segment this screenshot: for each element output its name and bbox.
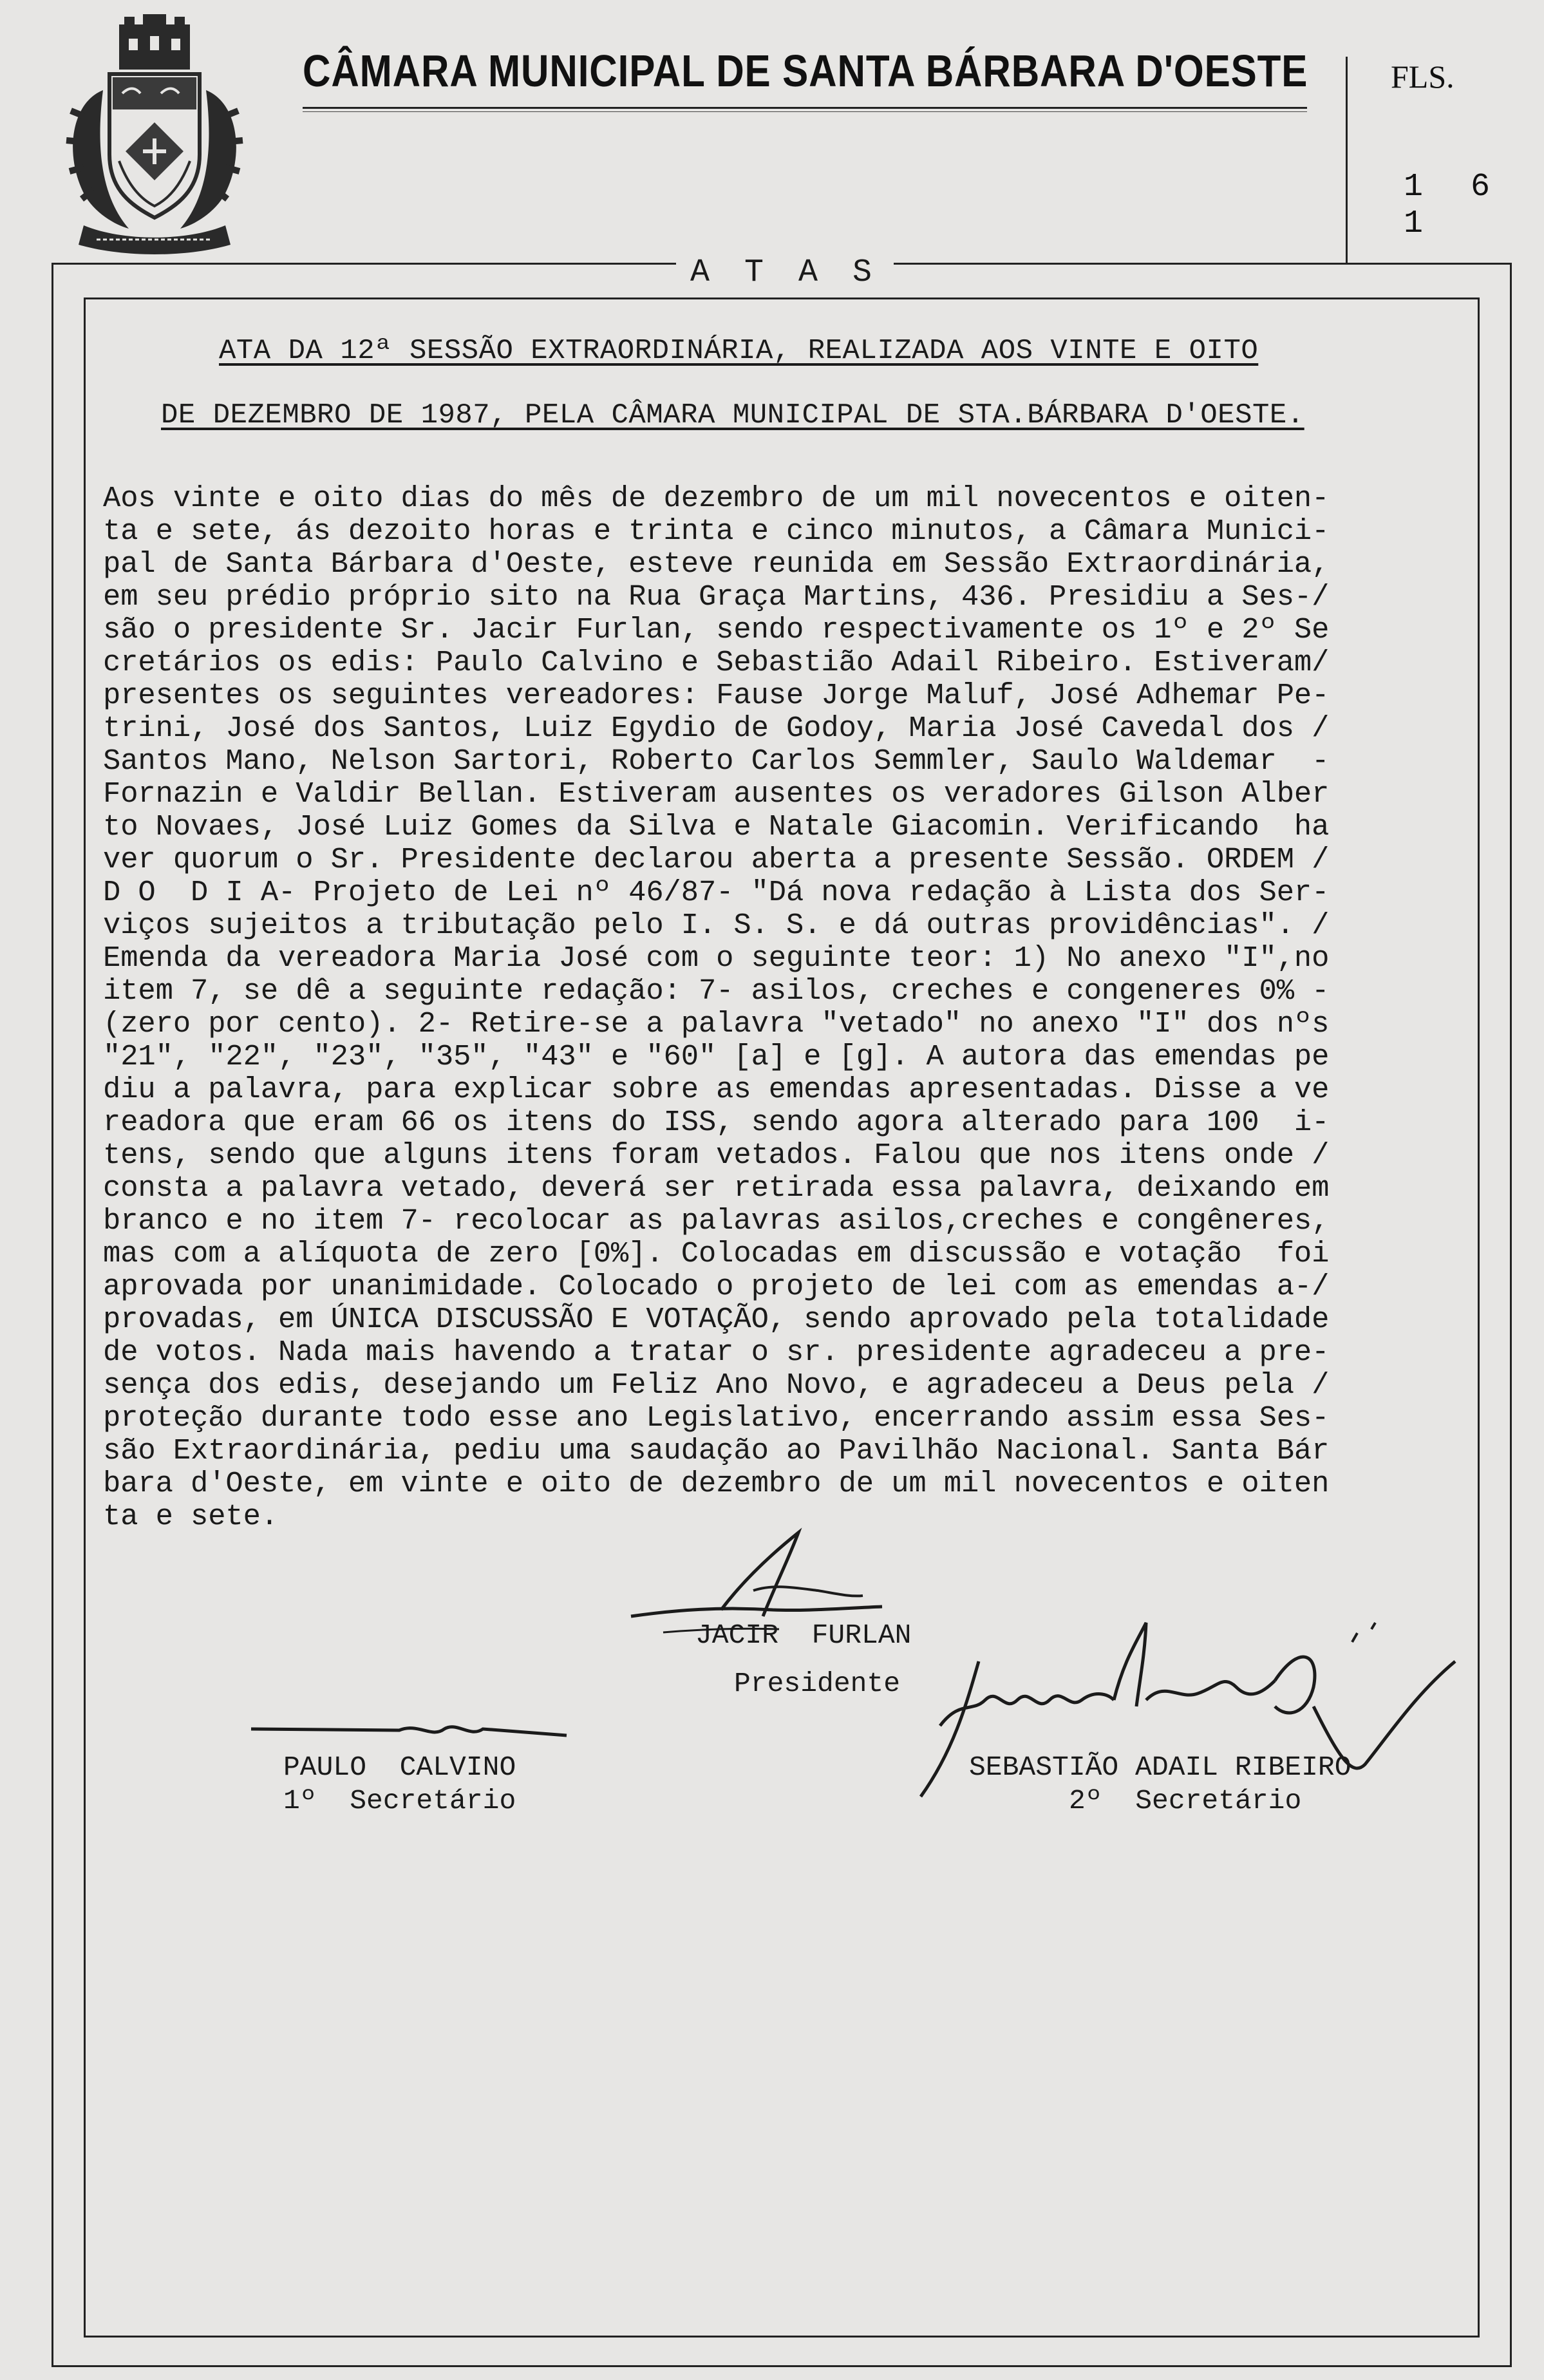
body-line: bara d'Oeste, em vinte e oito de dezembro de um mil novecentos e oiten (103, 1467, 1330, 1500)
header-rule-thin (303, 111, 1307, 112)
body-line: sença dos edis, desejando um Feliz Ano Novo, e agradeceu a Deus pela / (103, 1368, 1330, 1402)
body-line: "21", "22", "23", "35", "43" e "60" [a] e [g]. A autora das emendas pe (103, 1040, 1330, 1073)
president-role: Presidente (734, 1668, 901, 1699)
second-secretary-role: 2º Secretário (1069, 1785, 1302, 1817)
body-line: D O D I A- Projeto de Lei nº 46/87- "Dá nova redação à Lista dos Ser- (103, 876, 1330, 909)
header-rule (303, 107, 1307, 109)
second-secretary-name: SEBASTIÃO ADAIL RIBEIRO (969, 1752, 1351, 1783)
body-line: de votos. Nada mais havendo a tratar o sr. presidente agradeceu a pre- (103, 1336, 1330, 1369)
body-line: em seu prédio próprio sito na Rua Graça Martins, 436. Presidiu a Ses-/ (103, 580, 1330, 614)
body-line: presentes os seguintes vereadores: Fause Jorge Maluf, José Adhemar Pe- (103, 679, 1330, 712)
fls-label: FLS. (1391, 59, 1455, 95)
body-line: to Novaes, José Luiz Gomes da Silva e Natale Giacomin. Verificando ha (103, 810, 1330, 844)
body-line: ta e sete. (103, 1500, 279, 1533)
section-label: A T A S (676, 254, 894, 291)
fls-divider (1346, 57, 1348, 264)
body-line: mas com a alíquota de zero [0%]. Colocadas em discussão e votação foi (103, 1237, 1330, 1270)
body-line: proteção durante todo esse ano Legislativo, encerrando assim essa Ses- (103, 1401, 1330, 1435)
body-line: branco e no item 7- recolocar as palavras asilos,creches e congêneres, (103, 1204, 1330, 1238)
body-line: ta e sete, ás dezoito horas e trinta e cinco minutos, a Câmara Munici- (103, 515, 1330, 548)
body-line: pal de Santa Bárbara d'Oeste, esteve reunida em Sessão Extraordinária, (103, 547, 1330, 581)
president-name: JACIR FURLAN (695, 1620, 912, 1651)
body-line: item 7, se dê a seguinte redação: 7- asilos, creches e congeneres 0% - (103, 974, 1330, 1008)
body-line: aprovada por unanimidade. Colocado o projeto de lei com as emendas a-/ (103, 1270, 1330, 1303)
body-line: são o presidente Sr. Jacir Furlan, sendo respectivamente os 1º e 2º Se (103, 613, 1330, 647)
body-line: trini, José dos Santos, Luiz Egydio de Godoy, Maria José Cavedal dos / (103, 712, 1330, 745)
body-line: Emenda da vereadora Maria José com o seguinte teor: 1) No anexo "I",no (103, 941, 1330, 975)
body-line: provadas, em ÚNICA DISCUSSÃO E VOTAÇÃO, sendo aprovado pela totalidade (103, 1303, 1330, 1336)
body-line: viços sujeitos a tributação pelo I. S. S. e dá outras providências". / (103, 909, 1330, 942)
minutes-heading-line-2: DE DEZEMBRO DE 1987, PELA CÂMARA MUNICIPAL DE STA.BÁRBARA D'OESTE. (161, 399, 1304, 431)
municipal-crest-icon (58, 13, 251, 258)
body-line: são Extraordinária, pediu uma saudação ao Pavilhão Nacional. Santa Bár (103, 1434, 1330, 1468)
body-line: consta a palavra vetado, deverá ser retirada essa palavra, deixando em (103, 1171, 1330, 1205)
first-secretary-name: PAULO CALVINO (283, 1752, 516, 1783)
body-line: ver quorum o Sr. Presidente declarou aberta a presente Sessão. ORDEM / (103, 843, 1330, 876)
section-label-underline (707, 298, 867, 299)
body-line: diu a palavra, para explicar sobre as emendas apresentadas. Disse a ve (103, 1073, 1330, 1106)
minutes-heading-line-1: ATA DA 12ª SESSÃO EXTRAORDINÁRIA, REALIZADA AOS VINTE E OITO (219, 335, 1259, 367)
body-line: (zero por cento). 2- Retire-se a palavra "vetado" no anexo "I" dos nºs (103, 1007, 1330, 1041)
body-line: Santos Mano, Nelson Sartori, Roberto Carlos Semmler, Saulo Waldemar - (103, 744, 1330, 778)
body-line: cretários os edis: Paulo Calvino e Sebastião Adail Ribeiro. Estiveram/ (103, 646, 1330, 679)
body-line: readora que eram 66 os itens do ISS, sendo agora alterado para 100 i- (103, 1106, 1330, 1139)
first-secretary-role: 1º Secretário (283, 1785, 516, 1817)
body-line: Fornazin e Valdir Bellan. Estiveram ausentes os veradores Gilson Alber (103, 777, 1330, 811)
institution-title: CÂMARA MUNICIPAL DE SANTA BÁRBARA D'OESTE (303, 46, 1308, 96)
page-number: 1 6 1 (1404, 169, 1505, 242)
body-line: tens, sendo que alguns itens foram vetados. Falou que nos itens onde / (103, 1138, 1330, 1172)
body-line: Aos vinte e oito dias do mês de dezembro de um mil novecentos e oiten- (103, 482, 1330, 515)
first-secretary-signature (245, 1710, 573, 1748)
